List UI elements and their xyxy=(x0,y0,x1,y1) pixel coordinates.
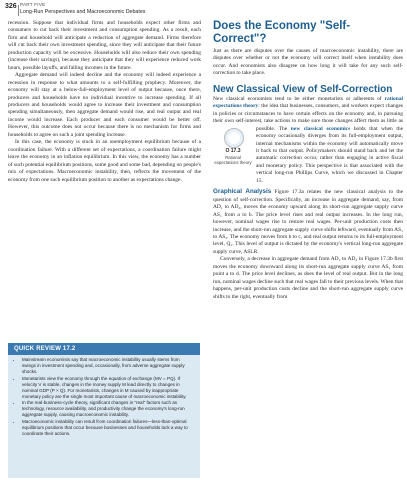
text-run: Figure 17.3a relates the new classical analysis to the question of self-correction. Specifically, an increase in aggregate demand, say, from AD₁ to AD₂, moves the economy upward along its short-run aggregate supply curve AS₁ from a to b. The price level rises and real output increases. In the long run, however, nominal wages rise to restore real wages. Per-unit production costs then increase, and the short-run aggregate supply curve shifts leftward, eventually from AS₁ to AS₂. The economy moves from b to c, and real output returns to its full-employment level, Q₁. This level of output is dictated by the economy's vertical long-run aggregate supply curve, ASLR. xyxy=(213,189,403,255)
body-paragraph xyxy=(213,188,403,256)
body-paragraph: Aggregate demand will indeed decline and the economy will indeed experience a recession in response to what amounts to a self-fulfilling prophecy. Moreover, the economy will stay at a below-full-employment level of output because, once there, producers and households have no individual incentive to increase spending. If all producers and households would agree to increase their investment and consumption spending simultaneously, then aggregate demand would rise, and real output and real income would increase. Each producer and each consumer would be better off. However, this outcome does not occur because there is no mechanism for firms and households to agree on such a joint spending increase. xyxy=(8,72,201,138)
quick-review-item: • In the real-business-cycle theory, significant changes in "real" factors such as technology, resource availability, and productivity change the economy's long-run aggregate supply, causing macroeconomic instability. xyxy=(22,400,194,418)
quick-review-item: • Mainstream economists say that macroeconomic instability usually stems from swings in investment spending and, occasionally, from adverse aggregate supply shocks. xyxy=(22,357,194,375)
body-paragraph: recession. Suppose that individual firms and households expect other firms and consumers to cut back their investment and consumption spending. As a result, each firm and household will anticipate a reduction of aggregate demand. Firms therefore will cut back their own investment spending, since they will anticipate that their future production capacity will be excessive. Households will also reduce their own spending (increase their savings), because they anticipate that they will experience reduced work hours, possible layoffs, and falling incomes in the future. xyxy=(8,20,201,71)
key-term: new classical economics xyxy=(290,125,351,132)
text-run: : the idea that businesses, consumers, and workers expect changes in policies or circumstances to have certain effects on the economy and, in pursuing their own self-interest, take actions to make sure those changes affect them as little as possible. The xyxy=(213,103,403,132)
body-paragraph xyxy=(213,96,403,185)
intro-paragraph: Just as there are disputes over the causes of macroeconomic instability, there are disputes over whether or not the economy will correct itself when instability does occur. And economists also disagree on how long it will take for any such self-correction to take place. xyxy=(213,48,403,77)
text-run: New classical economists tend to be either monetarists or adherents of xyxy=(213,95,385,102)
right-column xyxy=(213,18,403,301)
section-title: Does the Economy "Self-Correct"? xyxy=(213,20,351,45)
body-paragraph: Conversely, a decrease in aggregate demand from AD₁ to AD₃ in Figure 17.3b first moves the economy downward along its short-run aggregate supply curve AS₁ from point a to d. The price level declines, as does the level of real output. But in the long run, nominal wages decline such that real wages fall to their previous levels. When that happens, per-unit production costs decline and the short-run aggregate supply curve shifts to the right, eventually from xyxy=(213,256,403,300)
subsection-heading: New Classical View of Self-Correction xyxy=(213,83,393,95)
left-column xyxy=(8,20,201,184)
header-divider xyxy=(18,5,19,16)
run-in-heading: Graphical Analysis xyxy=(213,188,272,196)
quick-review-item: • Macroeconomic instability can result from coordination failures—less-than-optimal equilibrium positions that occur because businesses and households lack a way to coordinate their actions. xyxy=(22,419,194,437)
quick-review-list xyxy=(8,357,200,437)
text-run: holds that when the economy occasionally diverges from its full-employment output, internal mechanisms within the economy will automatically move it back to that output. Policymakers should stand back and let the automatic correction occur, rather than engaging in active fiscal and monetary policy. This perspective is that associated with the vertical long-run Phillips Curve, which we discussed in Chapter 15. xyxy=(256,125,403,184)
quick-review-heading: QUICK REVIEW 17.2 xyxy=(8,343,200,355)
part-label: PART FIVE xyxy=(20,2,46,7)
objective-label: Rational expectations theory xyxy=(214,154,252,165)
page-number: 326 xyxy=(5,3,17,10)
objective-icon xyxy=(224,128,244,148)
objective-number: O 17.3 xyxy=(225,147,241,154)
key-term: rational expectations theory xyxy=(213,95,403,110)
learning-objective-marker xyxy=(213,128,253,182)
part-title: Long-Run Perspectives and Macroeconomic Debates xyxy=(20,9,146,15)
quick-review-box xyxy=(8,343,200,478)
body-paragraph: In this case, the economy is stuck in an unemployment equilibrium because of a coordination failure. With a different set of expectations, a coordination failure might leave the economy in an inflation equilibrium. In this view, the economy has a number of such potential equilibrium positions, some good and some bad, depending on people's mix of expectations. Macroeconomic instability, then, reflects the movement of the economy from one such equilibrium position to another as expectations change. xyxy=(8,139,201,183)
quick-review-item: • Monetarists view the economy through the equation of exchange (MV = PQ). If velocity V is stable, changes in the money supply M lead directly to changes in nominal GDP (P × Q). For monetarists, changes in M caused by inappropriate monetary policy are the single most important cause of macroeconomic instability. xyxy=(22,376,194,400)
